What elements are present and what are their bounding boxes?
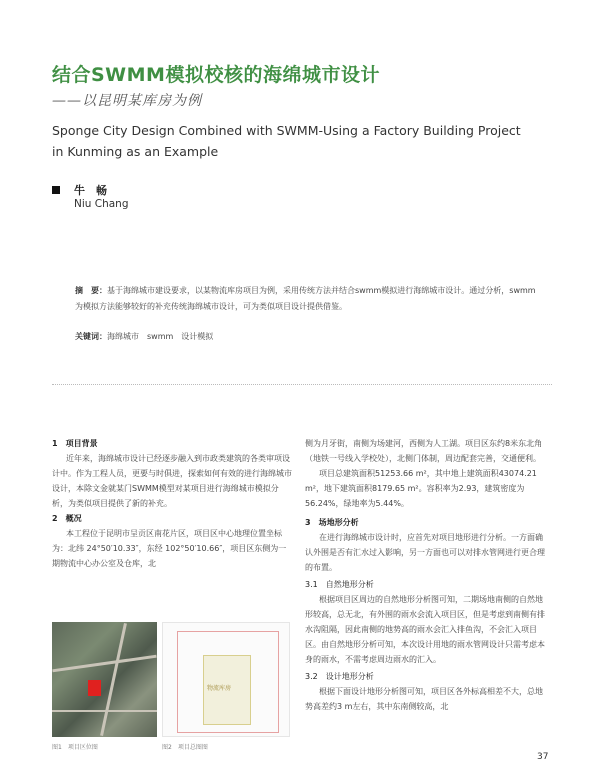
project-site-marker (88, 680, 101, 696)
title-zh: 结合SWMM模拟校核的海绵城市设计 (52, 64, 380, 86)
subtitle-zh: ——以昆明某库房为例 (52, 93, 202, 109)
page-number: 37 (537, 752, 549, 762)
figure-1-caption: 图1 项目区位图 (52, 744, 98, 751)
section-3-heading: 3 场地形分析 (305, 518, 359, 527)
keywords (75, 331, 213, 342)
section-3-2-heading: 3.2 设计地形分析 (305, 672, 374, 681)
map-road (100, 623, 127, 736)
figure-2-site-plan (162, 622, 290, 737)
map-road (52, 710, 157, 712)
abstract-label: 摘 要： (75, 286, 107, 295)
figure-2-caption: 图2 项目总图图 (162, 744, 208, 751)
body-right-column (305, 436, 550, 714)
section-3-1-heading: 3.1 自然地形分析 (305, 580, 374, 589)
author-zh (52, 182, 107, 198)
section-2-text: 本工程位于昆明市呈贡区南花片区，项目区中心地理位置坐标为：北纬 24°50′10.33″，东经 102°50′10.66″，项目区东侧为一期物流中心办公室及仓库，北 (52, 529, 287, 568)
body-left-column (52, 436, 292, 571)
section-1-text: 近年来，海绵城市设计已经逐步融入到市政类建筑的各类审项设计中。作为工程人员，更要与时俱进，探索如何有效的进行海绵城市设计，本除文金就某门SWMM模型对某项目进行海绵城市模拟分析，为类似项目提供了新的补充。 (52, 454, 292, 508)
abstract (75, 283, 543, 315)
section-3-1-text: 根据项目区周边的自然地形分析图可知，二期场地南侧的自然地形较高，总无北，有外围的雨水会流入项目区，但是考虑到南侧有排水沟阻隔，因此南侧的地势高的雨水会汇入排鱼沟，不会汇入项目区。由自然地形分析可知，本次设计用地的雨水管网设计只需考虑本身的雨水，不需考虑周边雨水的汇入。 (305, 595, 545, 664)
keywords-text: 海绵城市 swmm 设计模拟 (107, 332, 214, 341)
section-divider (52, 384, 552, 385)
section-2-heading: 2 概况 (52, 514, 82, 523)
title-en: Sponge City Design Combined with SWMM-Using a Factory Building Project in Kunming as an Example (52, 123, 521, 159)
area-text: 项目总建筑面积51253.66 m²，其中地上建筑面积43074.21 m²，地下建筑面积8179.65 m²。容积率为2.93，建筑密度为56.24%，绿地率为5.44%。 (305, 469, 537, 508)
figure-1-aerial-map (52, 622, 157, 737)
building-label: 物流库房 (207, 685, 232, 692)
abstract-text: 基于海绵城市建设要求，以某物流库房项目为例，采用传统方法并结合swmm模拟进行海绵城市设计。通过分析，swmm为模拟方法能够较好的补充传统海绵城市设计，可为类似项目设计提供借鉴。 (75, 286, 536, 311)
section-1-heading: 1 项目背景 (52, 439, 98, 448)
author-name-zh: 牛 畅 (74, 184, 107, 197)
author-en: Niu Chang (74, 198, 129, 210)
location-text: 侧为月牙街，南侧为场建河，西侧为人工湖。项目区东约8米东北角（地铁一号线入学校处），北侧门体制，周边配套完善，交通便利。 (305, 439, 543, 463)
map-road (52, 655, 156, 673)
keywords-label: 关键词： (75, 332, 107, 341)
author-square-bullet-icon (52, 186, 60, 194)
section-3-text: 在进行海绵城市设计时，应首先对项目地形进行分析。一方面确认外围是否有汇水过入影响，另一方面也可以对排水管网进行更合理的布置。 (305, 533, 545, 572)
section-3-2-text: 根据下面设计地形分析图可知，项目区各外标高相差不大，总地势高差约3 m左右，其中东南侧较高，北 (305, 687, 543, 711)
